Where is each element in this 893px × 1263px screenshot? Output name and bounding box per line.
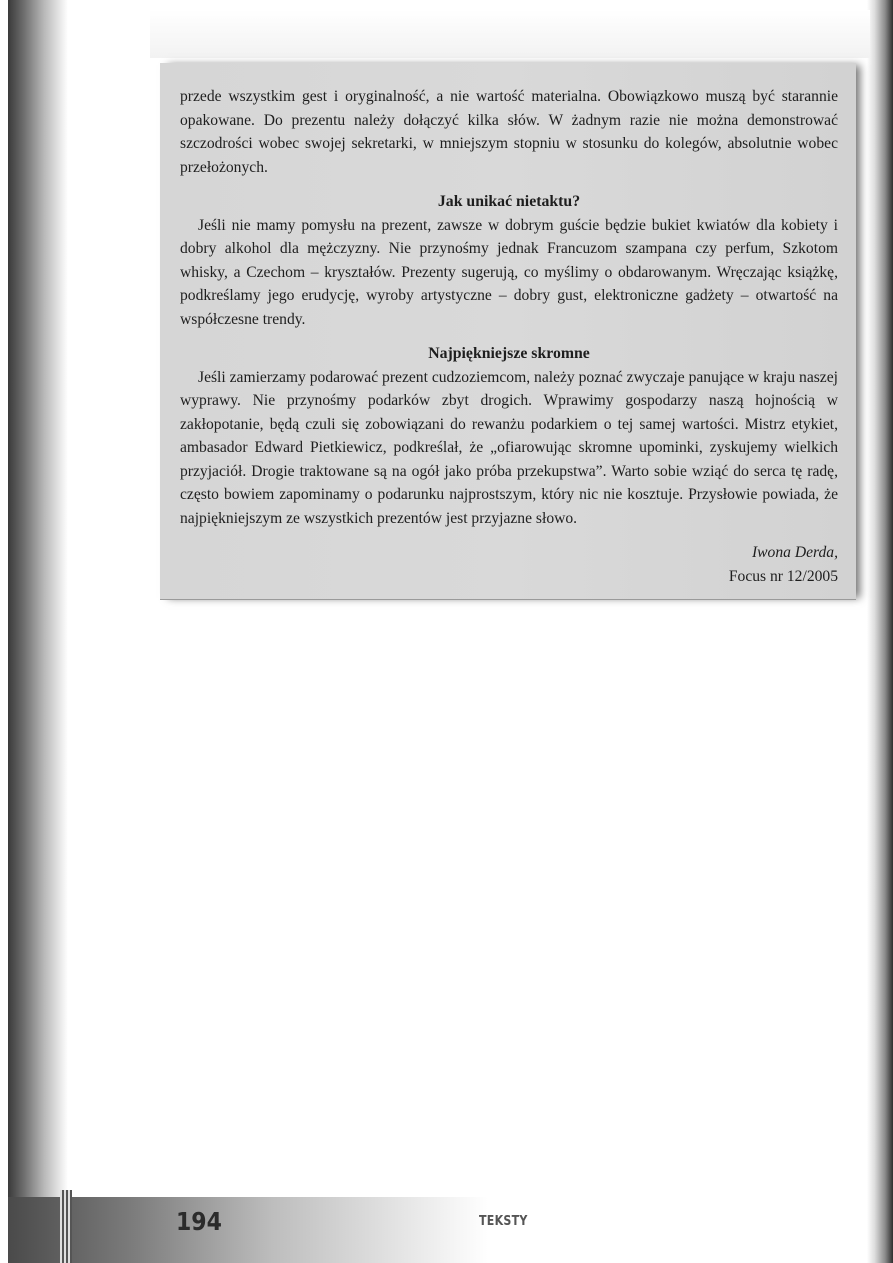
section-paragraph: Jeśli zamierzamy podarować prezent cudzoziemcom, należy poznać zwyczaje panujące w kraju naszej wyprawy. Nie przynośmy podarków zbyt drogich. Wprawimy gospodarzy naszą hojnością w zakłopotanie, będą czuli się zobowiązani do rewanżu podarkiem o tej samej wartości. Mistrz etykiet, ambasador Edward Pietkiewicz, podkreślał, że „ofiarowując skromne upominki, zyskujemy wielkich przyjaciół. Drogie traktowane są na ogół jako próba przekupstwa”. Warto sobie wziąć do serca tę radę, często bowiem zapominamy o podarunku najprostszym, który nic nie kosztuje. Przysłowie powiada, że najpiękniejszym ze wszystkich prezentów jest przyjazne słowo. [180, 368, 838, 527]
book-spine-shadow [8, 0, 68, 1263]
footer-band [8, 1197, 488, 1263]
section-paragraph: Jeśli nie mamy pomysłu na prezent, zawsze w dobrym guście będzie bukiet kwiatów dla kobiety i dobry alkohol dla mężczyzny. Nie przynośmy jednak Francuzom szampana czy perfum, Szkotom whisky, a Czechom – kryształów. Prezenty sugerują, co myślimy o obdarowanym. Wręczając książkę, podkreślamy jego erudycję, wyroby artystyczne – dobry gust, elektroniczne gadżety – otwartość na współczesne trendy. [180, 216, 838, 328]
page-number: 194 [176, 1207, 222, 1236]
section-label: TEKSTY [479, 1214, 528, 1229]
intro-paragraph: przede wszystkim gest i oryginalność, a nie wartość materialna. Obowiązkowo muszą być starannie opakowane. Do prezentu należy dołączyć kilka słów. W żadnym razie nie można demonstrować szczodrości wobec swojej sekretarki, w mniejszym stopniu w stosunku do kolegów, absolutnie wobec przełożonych. [180, 88, 838, 176]
footer-decoration [60, 1190, 72, 1263]
article-signature [180, 541, 838, 588]
page-edge-shadow [867, 0, 893, 1263]
author-name: Iwona Derda, [751, 544, 838, 561]
article-text-box [160, 63, 856, 600]
section-heading: Najpiękniejsze skromne [428, 345, 590, 362]
top-strip [150, 10, 870, 58]
section-heading: Jak unikać nietaktu? [437, 193, 581, 210]
source-citation: Focus nr 12/2005 [728, 567, 838, 585]
